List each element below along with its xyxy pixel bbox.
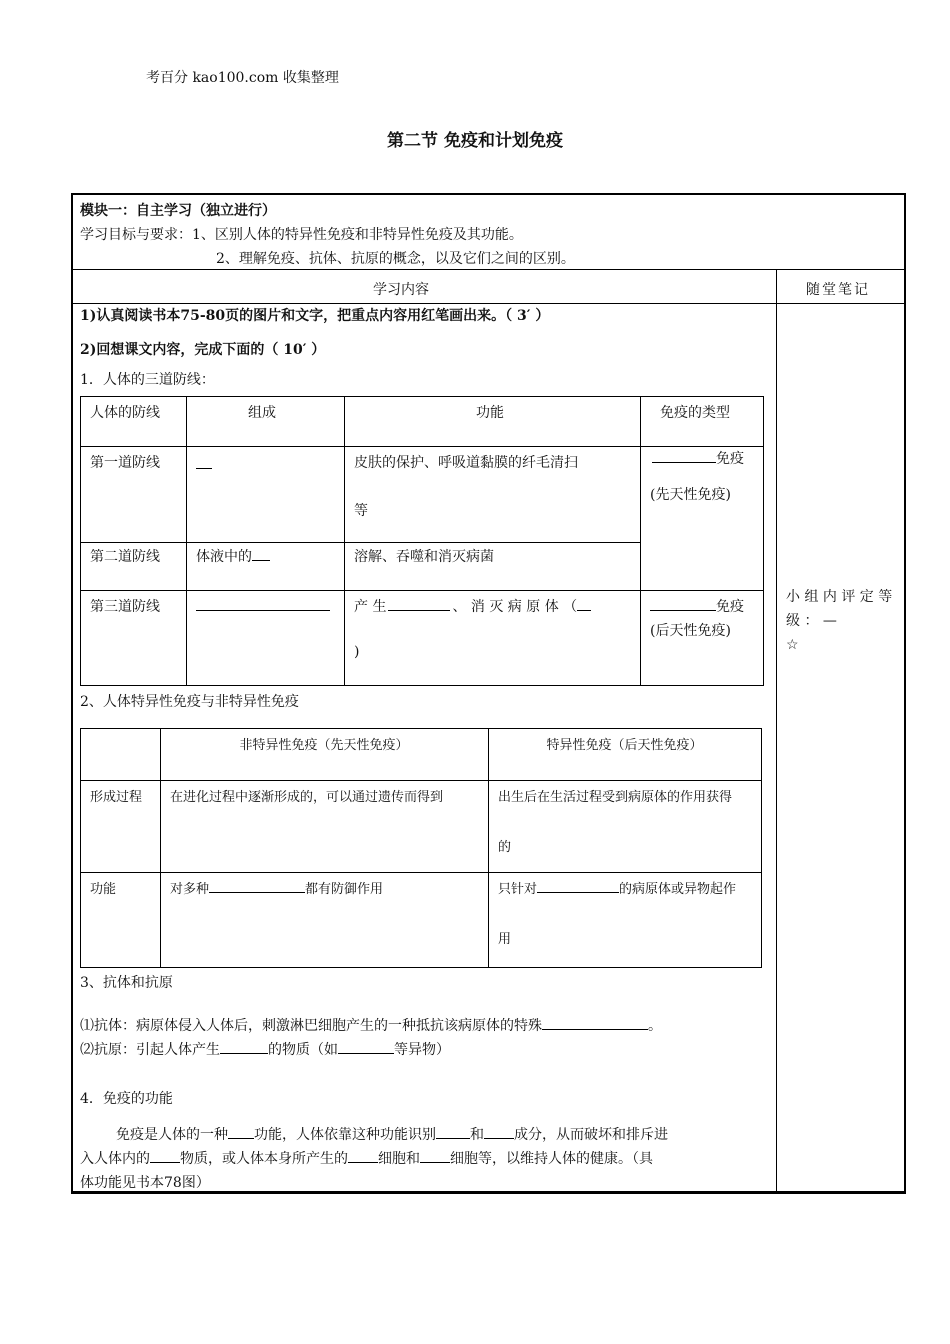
antigen-text-b: 的物质（如 (268, 1042, 338, 1058)
row1-line: 第一道防线 (90, 455, 160, 471)
antibody-definition (80, 1015, 662, 1035)
row3-function-a: 产 生 (354, 599, 387, 615)
header-function: 功能 (476, 405, 504, 421)
paragraph-part: 细胞等，以维持人体的健康。（具 (450, 1151, 653, 1167)
row-function-nonspecific (170, 878, 383, 897)
group-rating-line-2: 级 ： — (786, 613, 837, 629)
row-function-nonspecific-blank (209, 878, 305, 893)
table-border (80, 590, 764, 591)
task-1: 1)认真阅读书本75-80页的图片和文字，把重点内容用红笔画出来。（ 3′ ） (80, 308, 550, 324)
paragraph-blank (436, 1124, 470, 1139)
row-formation-label: 形成过程 (90, 790, 143, 805)
paragraph-part: 成分，从而破坏和排斥进 (514, 1127, 668, 1143)
rating-star: ☆ (786, 637, 799, 653)
antibody-blank (542, 1015, 648, 1030)
row-function-specific-blank (537, 878, 619, 893)
paragraph-part: 功能，人体依靠这种功能识别 (254, 1127, 436, 1143)
immunity-function-paragraph (80, 1123, 770, 1195)
paragraph-blank (150, 1148, 180, 1163)
header-component: 组成 (248, 405, 276, 421)
row1-type (652, 448, 744, 468)
goal-1: 1、区别人体的特异性免疫和非特异性免疫及其功能。 (192, 227, 523, 243)
paragraph-blank (484, 1124, 514, 1139)
table-border (80, 685, 764, 686)
paragraph-blank (228, 1124, 254, 1139)
row3-function-c: ) (354, 644, 360, 660)
paragraph-blank (420, 1148, 450, 1163)
row3-type-note: (后天性免疫) (650, 623, 731, 639)
table-border (80, 542, 640, 543)
row3-function (354, 596, 634, 616)
row-formation-nonspecific: 在进化过程中逐渐形成的，可以通过遗传而得到 (170, 790, 444, 805)
table-border (80, 967, 762, 968)
divider (73, 269, 904, 270)
row1-function-2: 等 (354, 503, 368, 519)
module-heading: 模块一：自主学习（独立进行） (80, 203, 276, 219)
antigen-text-a: ⑵抗原：引起人体产生 (80, 1042, 220, 1058)
table-border (344, 396, 345, 686)
paragraph-blank (348, 1148, 378, 1163)
goal-2: 2、理解免疫、抗体、抗原的概念，以及它们之间的区别。 (216, 251, 575, 267)
header-nonspecific: 非特异性免疫（先天性免疫） (239, 738, 409, 753)
table-border (160, 728, 161, 968)
page-title: 第二节 免疫和计划免疫 (387, 131, 563, 151)
group-rating (786, 585, 898, 657)
row-formation-specific-2: 的 (498, 840, 512, 855)
row-function-specific (498, 878, 736, 897)
row-function-label: 功能 (90, 882, 117, 897)
row2-component-blank (252, 546, 270, 561)
antigen-blank-2 (338, 1039, 394, 1054)
table-border (80, 446, 764, 447)
table-border (80, 728, 762, 729)
row-function-nonspecific-a: 对多种 (170, 882, 210, 897)
learning-goals (80, 224, 523, 244)
row3-type-blank (650, 596, 716, 611)
divider (73, 303, 904, 304)
row3-component-blank (196, 596, 330, 615)
column-header-content: 学习内容 (373, 282, 429, 298)
section-4-heading: 4．免疫的功能 (80, 1091, 173, 1107)
row3-function-b: 、 消 灭 病 原 体 （ (452, 599, 578, 615)
row-function-specific-b: 的病原体或异物起作 (619, 882, 737, 897)
antigen-definition (80, 1039, 450, 1059)
table-border (488, 728, 489, 968)
table-border (80, 780, 762, 781)
paragraph-part: 物质，或人体本身所产生的 (180, 1151, 348, 1167)
paragraph-part: 体功能见书本78图） (80, 1175, 210, 1191)
task-2: 2)回想课文内容，完成下面的（ 10′ ） (80, 342, 326, 358)
row3-line: 第三道防线 (90, 599, 160, 615)
defense-lines-table (80, 396, 764, 686)
column-divider (776, 269, 777, 1191)
goal-prefix: 学习目标与要求： (80, 227, 192, 243)
antigen-text-c: 等异物） (394, 1042, 450, 1058)
group-rating-line-1: 小 组 内 评 定 等 (786, 589, 893, 605)
table-border (80, 728, 81, 968)
paragraph-part: 和 (470, 1127, 484, 1143)
row1-component-blank (196, 454, 212, 473)
section-1-heading: 1．人体的三道防线： (80, 372, 215, 388)
header-defense-line: 人体的防线 (90, 405, 160, 421)
row2-component (196, 546, 270, 566)
row-function-specific-2: 用 (498, 932, 512, 947)
row3-type (650, 596, 744, 616)
section-3-heading: 3、抗体和抗原 (80, 975, 173, 991)
column-header-notes: 随堂笔记 (806, 282, 870, 298)
row-function-specific-a: 只针对 (498, 882, 538, 897)
table-border (761, 728, 762, 968)
antigen-blank-1 (220, 1039, 268, 1054)
paragraph-part: 入人体内的 (80, 1151, 150, 1167)
section-2-heading: 2、人体特异性免疫与非特异性免疫 (80, 694, 299, 710)
header-specific: 特异性免疫（后天性免疫） (546, 738, 703, 753)
row-function-nonspecific-b: 都有防御作用 (305, 882, 384, 897)
header-immunity-type: 免疫的类型 (660, 405, 730, 421)
table-border (80, 872, 762, 873)
row1-type-suffix: 免疫 (716, 451, 744, 467)
table-border (80, 396, 764, 397)
row3-function-blank-1 (388, 596, 450, 611)
immunity-comparison-table (80, 728, 762, 968)
row-formation-specific: 出生后在生活过程受到病原体的作用获得 (498, 790, 733, 805)
paragraph-part: 细胞和 (378, 1151, 420, 1167)
row2-function: 溶解、吞噬和消灭病菌 (354, 549, 494, 565)
antibody-text: ⑴抗体：病原体侵入人体后，刺激淋巴细胞产生的一种抵抗该病原体的特殊 (80, 1018, 542, 1034)
row1-type-note: (先天性免疫) (650, 487, 731, 503)
row2-component-text: 体液中的 (196, 549, 252, 565)
table-border (640, 396, 641, 686)
table-border (186, 396, 187, 686)
antibody-end: 。 (648, 1018, 662, 1034)
table-border (80, 396, 81, 686)
table-border (763, 396, 764, 686)
paragraph-part: 免疫是人体的一种 (116, 1127, 228, 1143)
row1-type-blank (652, 448, 716, 463)
page-header: 考百分 kao100.com 收集整理 (146, 70, 339, 86)
row3-function-blank-2 (577, 596, 591, 611)
row3-type-suffix: 免疫 (716, 599, 744, 615)
row1-function: 皮肤的保护、呼吸道黏膜的纤毛清扫 (354, 455, 578, 471)
row2-line: 第二道防线 (90, 549, 160, 565)
